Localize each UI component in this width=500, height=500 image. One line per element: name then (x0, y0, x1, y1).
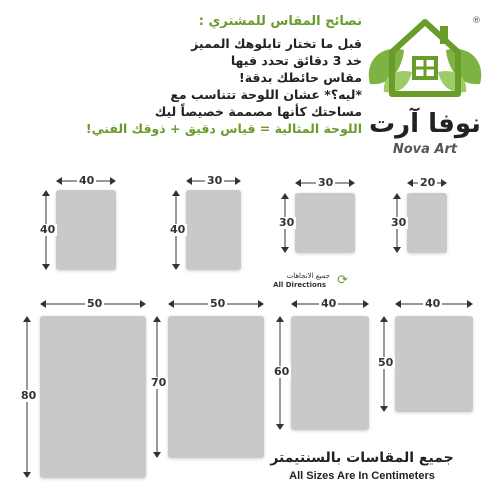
width-label: 40 (79, 174, 95, 187)
width-label: 50 (210, 297, 226, 310)
directions-label-english: All Directions (273, 281, 326, 289)
canvas-panel (40, 316, 146, 478)
height-label: 80 (21, 389, 37, 402)
tips-line: قبل ما تختار تابلوهك المميز (191, 36, 362, 51)
directions-label-arabic: جميع الاتجاهات (286, 272, 330, 280)
brand-name-english: Nova Art (392, 142, 458, 157)
height-label: 70 (151, 376, 167, 389)
width-label: 50 (87, 297, 103, 310)
width-label: 40 (321, 297, 337, 310)
height-label: 50 (378, 356, 394, 369)
buyer-tips (10, 14, 362, 137)
canvas-panel (291, 316, 369, 430)
tips-title: نصائح المقاس للمشتري : (198, 14, 362, 29)
width-label: 30 (207, 174, 223, 187)
tips-line: *ليه؟* عشان اللوحة تتناسب مع (170, 87, 362, 102)
width-label: 40 (425, 297, 441, 310)
width-label: 20 (420, 176, 436, 189)
canvas-panel (407, 193, 447, 253)
units-note-arabic: جميع المقاسات بالسنتيمتر (270, 450, 454, 466)
tips-line: مساحتك كأنها مصممة خصيصاً ليك (154, 104, 362, 119)
tips-line-highlight: اللوحة المثالية = قياس دقيق + ذوقك الفني! (85, 121, 362, 136)
canvas-panel (168, 316, 264, 458)
rotate-arrows-icon: ⟳ (337, 273, 348, 288)
height-label: 60 (274, 365, 290, 378)
canvas-panel (295, 193, 355, 253)
width-label: 30 (318, 176, 334, 189)
tips-line: مقاس حائطك بدقة! (239, 70, 362, 85)
height-label: 30 (279, 216, 295, 229)
brand-name-arabic: نوفا آرت (369, 109, 481, 139)
units-note-english: All Sizes Are In Centimeters (289, 470, 435, 482)
height-label: 40 (40, 223, 56, 236)
house-leaf-icon (362, 14, 488, 110)
brand-logo (362, 14, 488, 166)
canvas-panel (186, 190, 241, 270)
canvas-panel (56, 190, 116, 270)
registered-mark: ® (472, 16, 481, 26)
tips-line: خد 3 دقائق تحدد فيها (230, 53, 362, 68)
height-label: 40 (170, 223, 186, 236)
height-label: 30 (391, 216, 407, 229)
canvas-panel (395, 316, 473, 412)
all-directions-note (260, 268, 350, 292)
